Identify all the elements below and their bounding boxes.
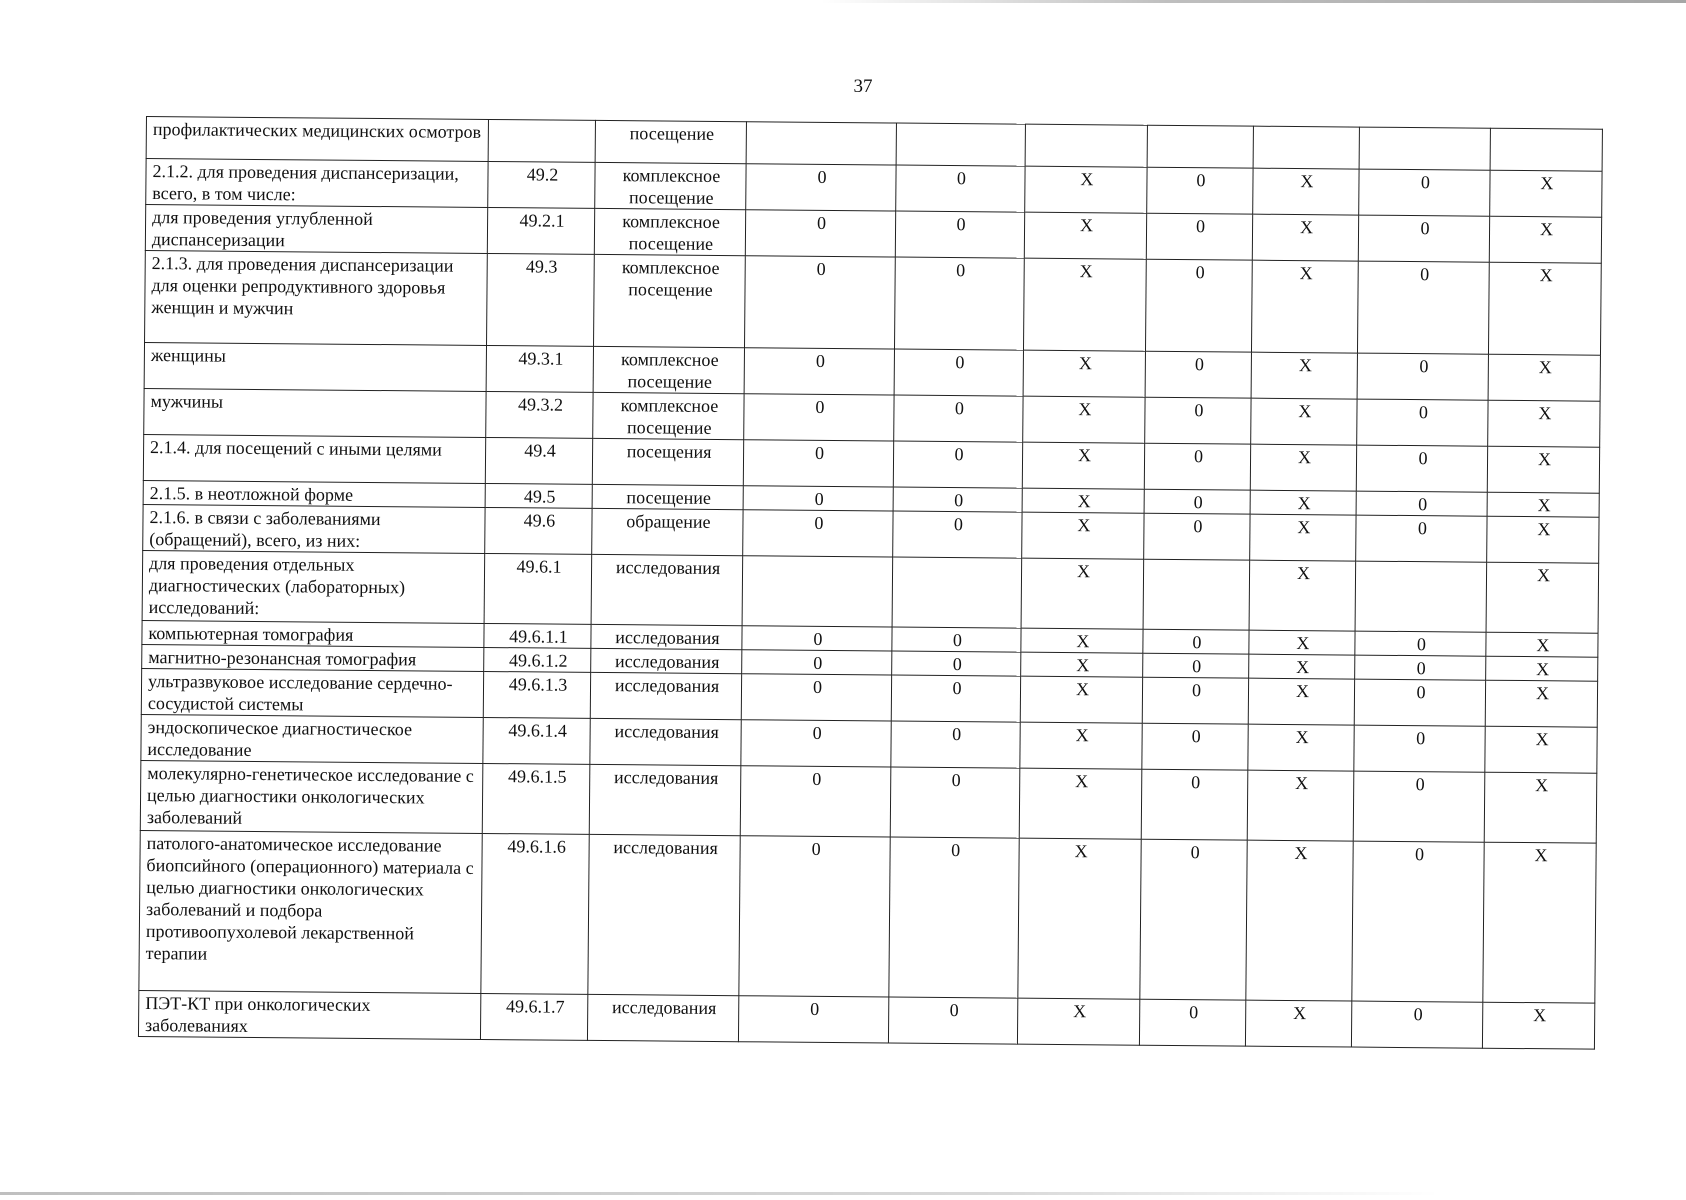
row-code: 49.6 <box>485 507 592 554</box>
value-cell: X <box>1483 842 1596 1003</box>
value-cell: 0 <box>1141 769 1248 840</box>
value-cell: X <box>1023 258 1146 351</box>
value-cell: 0 <box>1144 443 1250 490</box>
value-cell: 0 <box>744 394 894 441</box>
value-cell: 0 <box>1357 261 1489 354</box>
value-cell <box>1490 128 1602 171</box>
value-cell: X <box>1252 214 1358 261</box>
value-cell: X <box>1485 680 1597 727</box>
row-unit: исследования <box>591 648 742 673</box>
value-cell: X <box>1250 444 1356 491</box>
value-cell: X <box>1019 768 1142 839</box>
value-cell: 0 <box>1145 351 1251 398</box>
value-cell: X <box>1248 724 1354 771</box>
value-cell: 0 <box>1146 213 1252 260</box>
value-cell: 0 <box>743 510 893 557</box>
value-cell: 0 <box>1358 215 1489 262</box>
value-cell: 0 <box>892 627 1021 652</box>
row-name: эндоскопическое диагностическое исследование <box>141 714 483 763</box>
value-cell: X <box>1253 168 1359 215</box>
value-cell: X <box>1486 632 1598 657</box>
value-cell: 0 <box>742 650 892 675</box>
row-unit: комплексное посещение <box>594 208 745 255</box>
row-unit: посещения <box>592 438 743 485</box>
row-unit: исследования <box>590 718 741 765</box>
row-unit: исследования <box>587 994 738 1041</box>
value-cell: X <box>1249 630 1355 655</box>
value-cell: 0 <box>738 996 888 1043</box>
value-cell: 0 <box>1359 169 1490 216</box>
row-code: 49.2 <box>488 161 595 208</box>
value-cell <box>1253 126 1359 169</box>
value-cell: 0 <box>896 165 1025 212</box>
row-code: 49.3.2 <box>486 391 593 438</box>
value-cell: X <box>1251 398 1357 445</box>
value-cell: 0 <box>744 348 894 395</box>
value-cell: 0 <box>1357 399 1488 446</box>
value-cell: X <box>1490 170 1602 217</box>
value-cell: 0 <box>1351 1001 1482 1048</box>
data-table <box>138 116 1603 1050</box>
value-cell: 0 <box>892 651 1021 676</box>
value-cell: X <box>1488 262 1601 355</box>
row-code: 49.6.1.7 <box>480 993 587 1040</box>
value-cell: X <box>1482 1002 1594 1049</box>
row-unit: комплексное посещение <box>595 162 746 209</box>
value-cell <box>892 557 1022 628</box>
value-cell: X <box>1488 354 1600 401</box>
value-cell <box>1143 559 1250 630</box>
row-name: ультразвуковое исследование сердечно-сосудистой системы <box>141 668 483 717</box>
value-cell: 0 <box>1147 167 1253 214</box>
value-cell <box>1359 127 1490 170</box>
value-cell: 0 <box>1139 999 1245 1046</box>
value-cell: 0 <box>888 997 1017 1044</box>
value-cell: 0 <box>1356 515 1487 562</box>
value-cell <box>1355 561 1487 632</box>
value-cell: X <box>1487 446 1599 493</box>
value-cell: 0 <box>1355 631 1486 656</box>
row-unit: комплексное посещение <box>594 254 746 347</box>
value-cell: X <box>1023 350 1145 397</box>
value-cell: X <box>1249 654 1355 679</box>
table-row <box>140 760 1597 843</box>
value-cell: 0 <box>745 256 896 349</box>
value-cell: X <box>1017 998 1139 1045</box>
row-name: мужчины <box>144 388 486 437</box>
value-cell: 0 <box>890 767 1020 838</box>
row-code: 49.6.1 <box>484 553 592 624</box>
row-name: для проведения углубленной диспансеризации <box>145 205 487 254</box>
value-cell: 0 <box>745 210 895 257</box>
value-cell: X <box>1022 512 1144 559</box>
value-cell: X <box>1246 840 1353 1001</box>
row-unit: исследования <box>588 834 740 995</box>
row-name: 2.1.3. для проведения диспансеризации для оценки репродуктивного здоровья женщин и мужчин <box>145 250 488 345</box>
value-cell: X <box>1489 216 1601 263</box>
row-code: 49.3.1 <box>486 345 593 392</box>
value-cell: X <box>1021 628 1143 653</box>
value-cell: 0 <box>746 164 896 211</box>
row-unit: посещение <box>595 120 746 163</box>
scan-edge-bottom <box>0 1192 1440 1195</box>
row-name: женщины <box>144 342 486 391</box>
value-cell: X <box>1486 656 1598 681</box>
value-cell: 0 <box>894 257 1024 350</box>
value-cell <box>1025 124 1147 167</box>
row-unit: исследования <box>590 672 741 719</box>
value-cell: X <box>1020 722 1142 769</box>
value-cell: 0 <box>1357 353 1488 400</box>
value-cell: 0 <box>891 721 1020 768</box>
value-cell: X <box>1487 492 1599 517</box>
value-cell: 0 <box>893 441 1022 488</box>
row-name: ПЭТ-КТ при онкологических заболеваниях <box>138 990 480 1039</box>
value-cell: 0 <box>893 487 1022 512</box>
row-code: 49.4 <box>485 437 592 484</box>
value-cell: 0 <box>1354 679 1485 726</box>
value-cell: X <box>1250 514 1356 561</box>
row-name: молекулярно-генетическое исследование с целью диагностики онкологических заболеваний <box>140 760 483 833</box>
value-cell: X <box>1486 562 1599 633</box>
value-cell: 0 <box>889 837 1019 998</box>
value-cell: 0 <box>739 836 890 997</box>
value-cell: X <box>1025 166 1147 213</box>
row-unit: исследования <box>591 554 743 625</box>
row-unit: исследования <box>591 624 742 649</box>
row-code: 49.5 <box>485 483 592 508</box>
value-cell: X <box>1251 352 1357 399</box>
row-name: патолого-анатомическое исследование биопсийного (операционного) материала с целью диагностики онкологических заболеваний и подбора противоопухолевой лекарственной терапии <box>139 830 482 993</box>
value-cell: X <box>1022 488 1144 513</box>
value-cell: X <box>1248 678 1354 725</box>
table-row <box>145 250 1602 355</box>
value-cell: X <box>1250 490 1356 515</box>
value-cell: 0 <box>1142 723 1248 770</box>
value-cell: X <box>1021 558 1144 629</box>
value-cell: X <box>1488 400 1600 447</box>
value-cell: 0 <box>741 720 891 767</box>
row-code: 49.6.1.6 <box>481 833 589 994</box>
row-code: 49.6.1.4 <box>483 717 590 764</box>
value-cell: X <box>1021 652 1143 677</box>
value-cell: X <box>1484 772 1597 843</box>
value-cell <box>742 556 893 627</box>
value-cell: 0 <box>1354 725 1485 772</box>
table-row <box>142 550 1599 633</box>
value-cell: 0 <box>894 395 1023 442</box>
value-cell: 0 <box>1144 489 1250 514</box>
value-cell: X <box>1024 212 1146 259</box>
value-cell: 0 <box>1353 771 1485 842</box>
table-body <box>138 117 1602 1050</box>
row-code: 49.3 <box>487 253 595 346</box>
value-cell: 0 <box>1143 629 1249 654</box>
value-cell: 0 <box>1142 677 1248 724</box>
value-cell: 0 <box>1144 513 1250 560</box>
value-cell: X <box>1249 560 1356 631</box>
value-cell: 0 <box>1143 653 1249 678</box>
value-cell: 0 <box>742 626 892 651</box>
row-unit: обращение <box>592 508 743 555</box>
value-cell: 0 <box>743 486 893 511</box>
value-cell: 0 <box>740 766 891 837</box>
value-cell <box>1147 125 1253 168</box>
value-cell: 0 <box>1355 655 1486 680</box>
row-name: 2.1.4. для посещений с иными целями <box>143 434 485 483</box>
value-cell: 0 <box>1352 841 1484 1002</box>
value-cell: X <box>1245 1000 1351 1047</box>
value-cell: 0 <box>741 674 891 721</box>
value-cell: X <box>1251 260 1358 353</box>
value-cell: X <box>1023 396 1145 443</box>
value-cell: 0 <box>895 211 1024 258</box>
value-cell: 0 <box>743 440 893 487</box>
value-cell: X <box>1018 838 1141 999</box>
value-cell <box>896 123 1025 166</box>
row-unit: комплексное посещение <box>593 346 744 393</box>
table-container <box>138 116 1603 1050</box>
value-cell: X <box>1020 676 1142 723</box>
row-unit: посещение <box>592 484 743 509</box>
value-cell: 0 <box>1356 491 1487 516</box>
value-cell: 0 <box>891 675 1020 722</box>
page-number: 37 <box>853 76 873 97</box>
value-cell: X <box>1485 726 1597 773</box>
value-cell: X <box>1487 516 1599 563</box>
row-name: для проведения отдельных диагностических (лабораторных) исследований: <box>142 550 485 623</box>
row-name: 2.1.5. в неотложной форме <box>143 480 485 507</box>
row-name: компьютерная томография <box>142 620 484 647</box>
row-name: 2.1.6. в связи с заболеваниями (обращений), всего, из них: <box>143 504 485 553</box>
row-code: 49.6.1.2 <box>484 647 591 672</box>
value-cell: X <box>1022 442 1144 489</box>
row-code: 49.6.1.5 <box>482 763 590 834</box>
value-cell: 0 <box>1145 397 1251 444</box>
value-cell <box>746 122 896 165</box>
row-code: 49.6.1.3 <box>483 671 590 718</box>
row-name: магнитно-резонансная томография <box>142 644 484 671</box>
value-cell: 0 <box>894 349 1023 396</box>
value-cell: 0 <box>1356 445 1487 492</box>
row-unit: комплексное посещение <box>593 392 744 439</box>
row-code: 49.2.1 <box>487 207 594 254</box>
table-row <box>139 830 1596 1003</box>
value-cell: 0 <box>1140 839 1247 1000</box>
value-cell: 0 <box>893 511 1022 558</box>
value-cell: X <box>1247 770 1354 841</box>
row-unit: исследования <box>589 764 741 835</box>
row-name: профилактических медицинских осмотров <box>146 117 488 162</box>
row-name: 2.1.2. для проведения диспансеризации, всего, в том числе: <box>146 159 488 208</box>
scan-edge-top <box>820 0 1686 3</box>
value-cell: 0 <box>1145 259 1252 352</box>
row-code <box>488 119 595 162</box>
row-code: 49.6.1.1 <box>484 623 591 648</box>
